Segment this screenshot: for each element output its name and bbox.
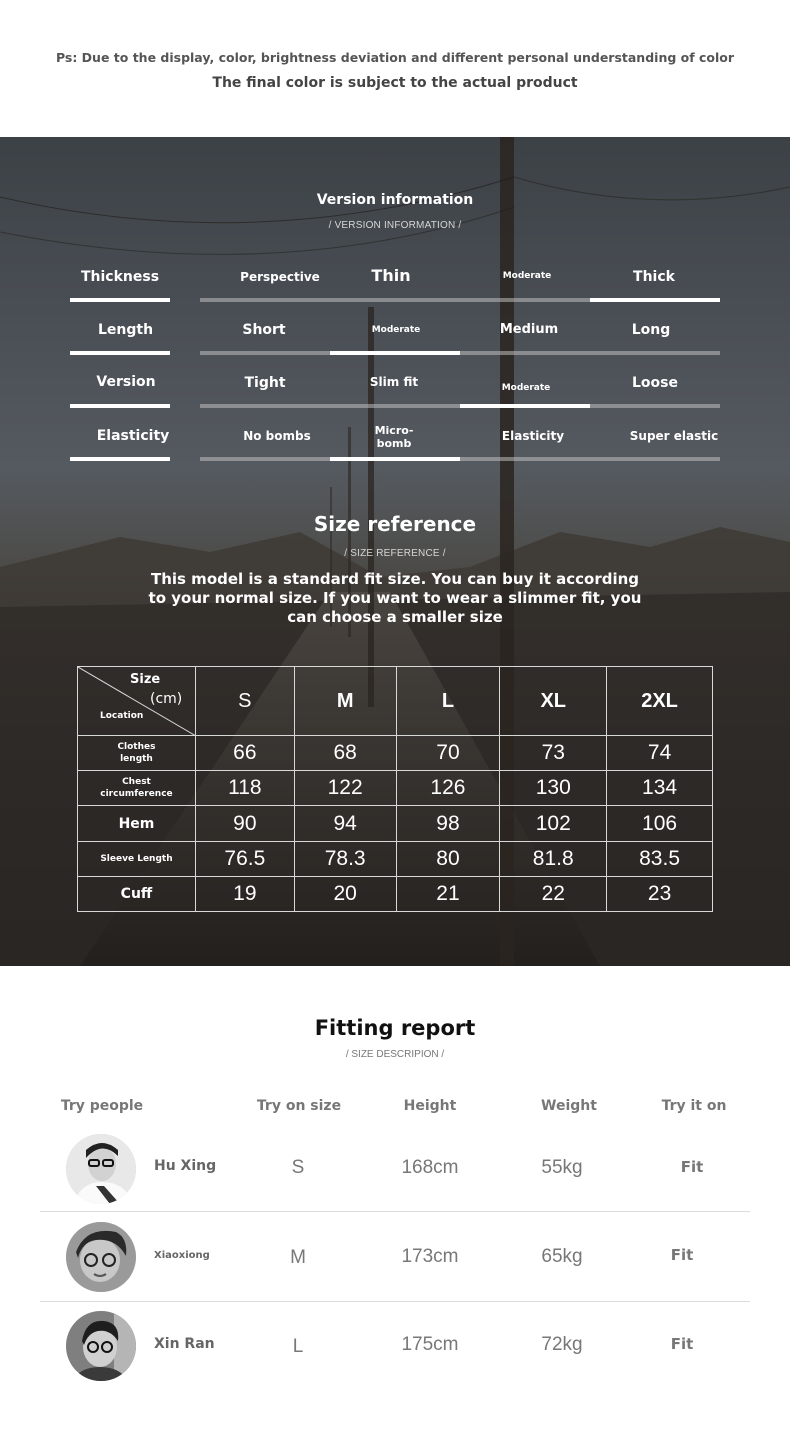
size-header-cell: M	[294, 667, 396, 736]
size-header-cell: S	[195, 667, 294, 736]
size-row-cuff	[78, 877, 713, 912]
person-photo-icon	[66, 1222, 136, 1292]
fitting-report-title: Fitting report	[314, 1016, 476, 1040]
size-cell: 66	[195, 736, 294, 771]
size-cell: 19	[195, 877, 294, 912]
fitting-row	[40, 1302, 750, 1392]
size-row-chest	[78, 771, 713, 806]
size-cell: 90	[195, 806, 294, 842]
person-fit-result: Fit	[670, 1246, 694, 1264]
size-row-clothes-length	[78, 736, 713, 771]
corner-unit-label: (cm)	[150, 691, 183, 707]
notice-line-1: Ps: Due to the display, color, brightness deviation and different personal understanding of color	[55, 50, 735, 65]
size-row-sleeve-length	[78, 842, 713, 877]
corner-location-label: Location	[100, 711, 144, 721]
size-cell: 102	[500, 806, 607, 842]
person-height: 173cm	[401, 1246, 459, 1267]
version-option: Slim fit	[369, 375, 419, 389]
person-height: 168cm	[401, 1157, 459, 1178]
size-row-label: Hem	[78, 806, 196, 842]
size-cell: 73	[500, 736, 607, 771]
version-row-label: Version	[96, 374, 156, 390]
version-option-selected: Moderate	[501, 383, 551, 393]
version-option: Elasticity	[501, 429, 565, 443]
size-reference-subtitle: / SIZE REFERENCE /	[344, 548, 446, 559]
version-track	[200, 457, 720, 461]
version-option: No bombs	[243, 429, 311, 443]
fitting-header-people: Try people	[60, 1098, 144, 1114]
person-size: M	[290, 1247, 306, 1268]
version-selected-bar	[330, 351, 460, 355]
size-cell: 21	[396, 877, 500, 912]
size-reference-description: This model is a standard fit size. You can buy it according to your normal size. If you want to wear a slimmer fit, you can choose a smaller size	[148, 570, 642, 626]
version-label-underline	[70, 351, 170, 355]
size-header-row	[78, 667, 713, 736]
size-row-label: Cuff	[78, 877, 196, 912]
version-option-selected: Micro-bomb	[374, 424, 414, 451]
size-header-cell: 2XL	[607, 667, 713, 736]
version-option: Medium	[499, 322, 559, 337]
person-fit-result: Fit	[670, 1335, 694, 1353]
fitting-row	[40, 1122, 750, 1212]
size-reference-title: Size reference	[313, 512, 477, 536]
person-height: 175cm	[401, 1334, 459, 1355]
size-header-cell: XL	[500, 667, 607, 736]
size-header-cell: L	[396, 667, 500, 736]
version-option: Loose	[632, 375, 678, 391]
version-label-underline	[70, 457, 170, 461]
color-notice	[0, 0, 790, 137]
size-cell: 78.3	[294, 842, 396, 877]
size-cell: 81.8	[500, 842, 607, 877]
version-label-underline	[70, 298, 170, 302]
size-cell: 122	[294, 771, 396, 806]
size-cell: 20	[294, 877, 396, 912]
size-cell: 94	[294, 806, 396, 842]
size-cell: 80	[396, 842, 500, 877]
person-fit-result: Fit	[680, 1158, 704, 1176]
person-size: L	[292, 1336, 304, 1357]
size-row-label: Chest circumference	[78, 771, 196, 806]
version-selected-bar	[460, 404, 590, 408]
fitting-header-size: Try on size	[256, 1098, 342, 1114]
version-option-selected: Thick	[633, 269, 675, 285]
version-selected-bar	[330, 457, 460, 461]
person-weight: 55kg	[541, 1157, 583, 1178]
avatar	[66, 1134, 136, 1204]
version-option: Short	[242, 322, 286, 338]
version-track	[200, 351, 720, 355]
person-name: Hu Xing	[154, 1158, 217, 1174]
fitting-row	[40, 1212, 750, 1302]
version-row-label: Length	[98, 322, 154, 338]
person-name: Xiaoxiong	[154, 1250, 210, 1261]
size-row-label: Clothes length	[78, 736, 196, 771]
fitting-header-height: Height	[403, 1098, 457, 1114]
size-cell: 83.5	[607, 842, 713, 877]
corner-size-label: Size	[130, 672, 161, 687]
size-cell: 68	[294, 736, 396, 771]
size-cell: 70	[396, 736, 500, 771]
size-cell: 130	[500, 771, 607, 806]
version-option-selected: Moderate	[371, 325, 421, 335]
version-info-subtitle: / VERSION INFORMATION /	[328, 220, 462, 231]
size-info-panel	[0, 137, 790, 966]
fitting-report-subtitle: / SIZE DESCRIPION /	[345, 1049, 445, 1060]
person-name: Xin Ran	[154, 1336, 215, 1352]
version-option: Super elastic	[629, 429, 719, 443]
size-cell: 126	[396, 771, 500, 806]
version-option: Perspective	[240, 270, 320, 284]
version-option: Long	[631, 322, 671, 338]
size-table-corner	[78, 667, 196, 736]
size-cell: 22	[500, 877, 607, 912]
size-cell: 98	[396, 806, 500, 842]
size-row-label: Sleeve Length	[78, 842, 196, 877]
version-option: Thin	[371, 266, 411, 285]
avatar	[66, 1311, 136, 1381]
size-table	[77, 666, 713, 912]
version-option: Tight	[244, 375, 286, 391]
version-row-label: Thickness	[80, 269, 160, 285]
size-cell: 134	[607, 771, 713, 806]
size-cell: 76.5	[195, 842, 294, 877]
notice-line-2: The final color is subject to the actual product	[212, 75, 578, 91]
size-cell: 106	[607, 806, 713, 842]
person-size: S	[291, 1157, 305, 1178]
version-option: Moderate	[502, 271, 552, 281]
avatar	[66, 1222, 136, 1292]
version-info-title: Version information	[316, 192, 474, 208]
person-weight: 72kg	[541, 1334, 583, 1355]
person-photo-icon	[66, 1311, 136, 1381]
version-label-underline	[70, 404, 170, 408]
size-cell: 23	[607, 877, 713, 912]
person-photo-icon	[66, 1134, 136, 1204]
size-cell: 118	[195, 771, 294, 806]
fitting-header-weight: Weight	[541, 1098, 597, 1114]
person-weight: 65kg	[541, 1246, 583, 1267]
fitting-header-result: Try it on	[661, 1098, 727, 1114]
version-selected-bar	[590, 298, 720, 302]
size-row-hem	[78, 806, 713, 842]
version-row-label: Elasticity	[96, 428, 170, 444]
size-cell: 74	[607, 736, 713, 771]
